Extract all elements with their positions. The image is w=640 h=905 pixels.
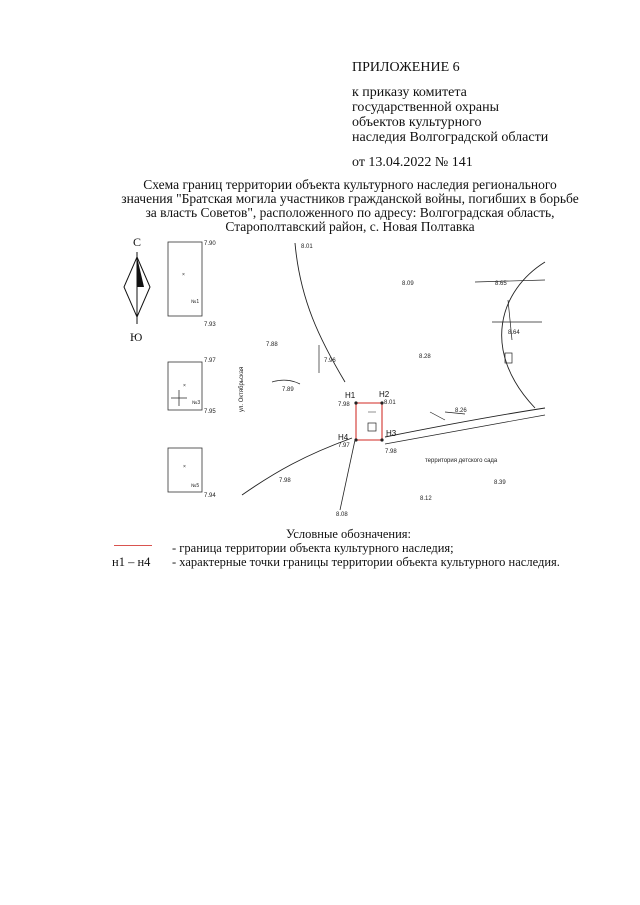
- heritage-boundary: [338, 390, 397, 442]
- elevation-label: 7.95: [204, 409, 216, 415]
- road-line: [295, 243, 345, 382]
- boundary-point: [380, 401, 383, 404]
- plot-3: [168, 358, 216, 415]
- road-line: [242, 438, 352, 495]
- compass-south: Ю: [130, 330, 143, 344]
- elevation-label: 8.01: [384, 400, 396, 406]
- compass-north: С: [133, 235, 142, 249]
- street-label: ул. Октябрьская: [239, 366, 245, 412]
- boundary-polygon: [356, 403, 382, 440]
- legend-boundary-desc: - граница территории объекта культурного наследия;: [172, 541, 454, 555]
- legend-points-desc: - характерные точки границы территории объекта культурного наследия.: [172, 555, 560, 569]
- elevation-label: 7.96: [324, 358, 336, 364]
- path-line: [272, 380, 300, 384]
- plot-1: [168, 241, 216, 328]
- elevation-label: 7.90: [204, 241, 216, 247]
- scheme-title-line: Старополтавский район, с. Новая Полтавка: [225, 219, 475, 234]
- elevation-label: 7.98: [385, 449, 397, 455]
- monument-icon: [368, 423, 376, 431]
- elevation-label: 7.97: [338, 443, 350, 449]
- plot-number: №1: [191, 299, 200, 305]
- boundary-point: [380, 438, 383, 441]
- elevation-label: 8.26: [455, 408, 467, 414]
- plot-number: №3: [192, 400, 201, 406]
- legend-heading: Условные обозначения:: [286, 527, 412, 541]
- elevation-label: 8.01: [301, 244, 313, 250]
- elevation-label: 8.39: [494, 480, 506, 486]
- point-label-n4: Н4: [338, 433, 349, 442]
- appendix-line: объектов культурного: [352, 115, 482, 130]
- boundary-point: [354, 401, 357, 404]
- plot-marker-icon: ×: [183, 464, 186, 470]
- elevation-label: 8.64: [508, 330, 520, 336]
- elevation-label: 7.98: [338, 402, 350, 408]
- elevation-label: 8.08: [336, 512, 348, 518]
- fence-line: [475, 280, 545, 282]
- elevation-label: 8.12: [420, 496, 432, 502]
- appendix-line: к приказу комитета: [352, 85, 467, 100]
- plot-marker-icon: ×: [182, 272, 185, 278]
- legend-points-label: н1 – н4: [112, 555, 151, 569]
- point-label-n2: Н2: [379, 390, 390, 399]
- elevation-label: 7.88: [266, 342, 278, 348]
- point-label-n3: Н3: [386, 429, 397, 438]
- elevation-label: 8.28: [419, 354, 431, 360]
- plot-number: №5: [191, 483, 200, 489]
- boundary-point: [354, 438, 357, 441]
- elevation-label: 8.65: [495, 281, 507, 287]
- compass: [124, 235, 150, 344]
- kindergarten-label: территория детского сада: [425, 458, 498, 464]
- legend-row-points: [110, 555, 610, 569]
- scheme-title-line: Схема границ территории объекта культурного наследия регионального: [143, 177, 557, 192]
- plot-5: [168, 448, 216, 499]
- appendix-line: государственной охраны: [352, 100, 500, 115]
- elevation-label: 7.97: [204, 358, 216, 364]
- legend-row-boundary: [110, 541, 610, 555]
- elevation-label: 7.94: [204, 493, 216, 499]
- point-label-n1: Н1: [345, 391, 356, 400]
- path-line: [430, 412, 445, 420]
- appendix-title: ПРИЛОЖЕНИЕ 6: [352, 60, 460, 75]
- elevation-label: 8.09: [402, 281, 414, 287]
- elevation-label: 7.93: [204, 322, 216, 328]
- scheme-title-line: значения "Братская могила участников гражданской войны, погибших в борьбе: [121, 191, 579, 206]
- elevation-label: 7.98: [279, 478, 291, 484]
- plot-marker-icon: ×: [183, 383, 186, 389]
- road-line: [385, 415, 545, 444]
- scheme-title-line: за власть Советов", расположенного по адресу: Волгоградская область,: [145, 205, 555, 220]
- boundary-line-sample: [114, 545, 152, 546]
- elevation-label: 7.89: [282, 387, 294, 393]
- compass-needle-fill: [137, 257, 144, 287]
- appendix-line: наследия Волгоградской области: [352, 130, 549, 145]
- appendix-date: от 13.04.2022 № 141: [352, 155, 473, 170]
- path-line: [340, 440, 355, 510]
